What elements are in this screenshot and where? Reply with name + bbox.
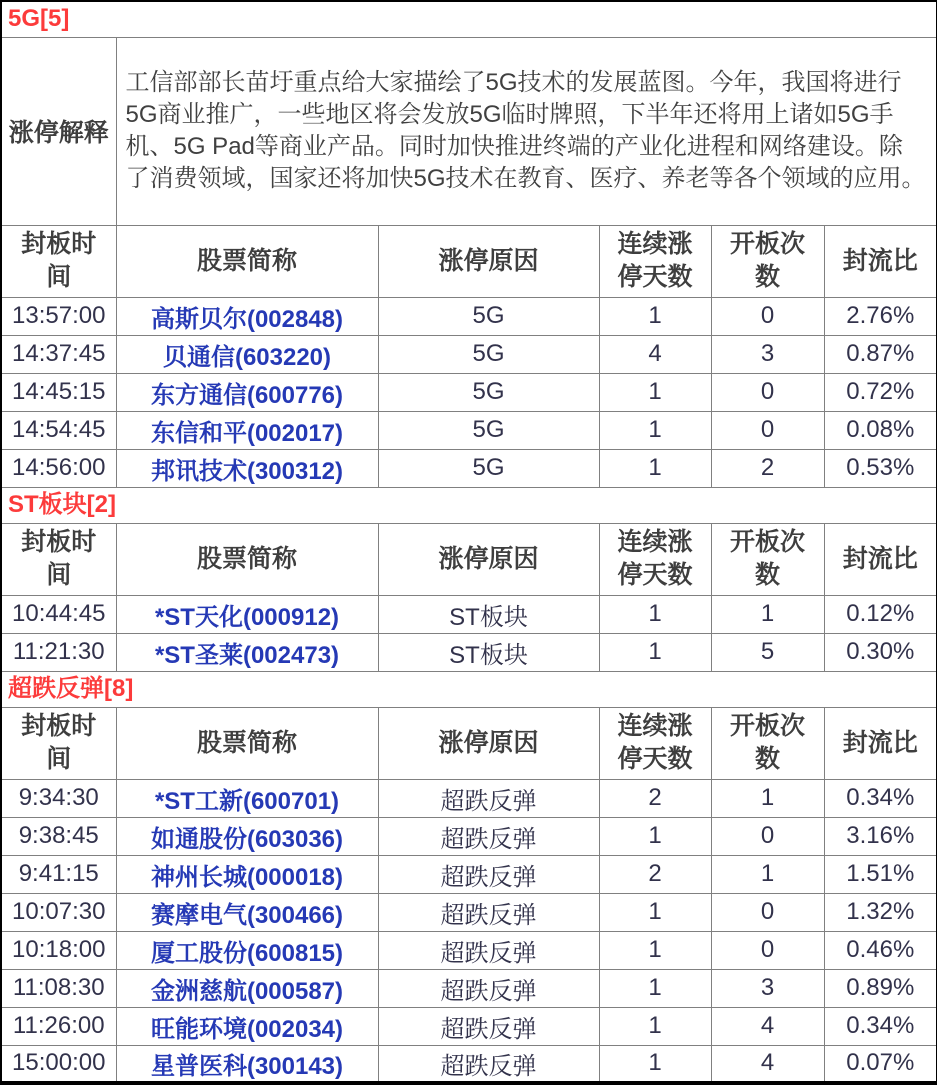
section: [1, 487, 937, 671]
explanation-text: 工信部部长苗圩重点给大家描绘了5G技术的发展蓝图。今年，我国将进行5G商业推广，一些地区将会发放5G临时牌照，下半年还将用上诸如5G手机、5G Pad等商业产品。同时加快推进终端的产业化进程和网络建设。除了消费领域，国家还将加快5G技术在教育、医疗、养老等各个领域的应用。: [116, 37, 937, 225]
stock-link[interactable]: 贝通信(603220): [116, 335, 378, 373]
column-header-row: [1, 225, 937, 297]
days-cell: 1: [599, 633, 711, 671]
column-header-stock: 股票简称: [116, 707, 378, 779]
table-row: [1, 633, 937, 671]
ratio-cell: 0.08%: [824, 411, 937, 449]
days-cell: 1: [599, 449, 711, 487]
opens-cell: 1: [711, 855, 824, 893]
table-row: [1, 931, 937, 969]
ratio-cell: 0.07%: [824, 1045, 937, 1083]
table-row: [1, 893, 937, 931]
opens-cell: 3: [711, 969, 824, 1007]
column-header-ratio: 封流比: [824, 707, 937, 779]
table-row: [1, 1045, 937, 1083]
seal-time-cell: 11:26:00: [1, 1007, 116, 1045]
seal-time-cell: 14:37:45: [1, 335, 116, 373]
stock-link[interactable]: 东信和平(002017): [116, 411, 378, 449]
table-row: [1, 779, 937, 817]
days-cell: 1: [599, 817, 711, 855]
section-title-row: [1, 671, 937, 707]
stock-link[interactable]: *ST天化(000912): [116, 595, 378, 633]
ratio-cell: 0.53%: [824, 449, 937, 487]
opens-cell: 1: [711, 779, 824, 817]
table-row: [1, 335, 937, 373]
column-header-time: 封板时间: [1, 707, 116, 779]
reason-cell: 超跌反弹: [378, 817, 599, 855]
seal-time-cell: 11:08:30: [1, 969, 116, 1007]
reason-cell: 5G: [378, 411, 599, 449]
table-row: [1, 969, 937, 1007]
seal-time-cell: 14:56:00: [1, 449, 116, 487]
ratio-cell: 2.76%: [824, 297, 937, 335]
reason-cell: 超跌反弹: [378, 1045, 599, 1083]
ratio-cell: 0.72%: [824, 373, 937, 411]
section: [1, 1, 937, 487]
ratio-cell: 1.51%: [824, 855, 937, 893]
stock-link[interactable]: 赛摩电气(300466): [116, 893, 378, 931]
days-cell: 1: [599, 595, 711, 633]
days-cell: 1: [599, 411, 711, 449]
opens-cell: 0: [711, 373, 824, 411]
table-row: [1, 1007, 937, 1045]
table-row: [1, 449, 937, 487]
days-cell: 1: [599, 969, 711, 1007]
column-header-stock: 股票简称: [116, 523, 378, 595]
reason-cell: 超跌反弹: [378, 969, 599, 1007]
reason-cell: 超跌反弹: [378, 931, 599, 969]
ratio-cell: 0.87%: [824, 335, 937, 373]
explanation-label: 涨停解释: [1, 37, 116, 225]
column-header-opens: 开板次数: [711, 707, 824, 779]
days-cell: 1: [599, 1007, 711, 1045]
ratio-cell: 0.46%: [824, 931, 937, 969]
opens-cell: 0: [711, 297, 824, 335]
column-header-time: 封板时间: [1, 225, 116, 297]
reason-cell: 5G: [378, 373, 599, 411]
days-cell: 2: [599, 779, 711, 817]
column-header-days: 连续涨停天数: [599, 707, 711, 779]
table-row: [1, 411, 937, 449]
opens-cell: 0: [711, 931, 824, 969]
stock-link[interactable]: 厦工股份(600815): [116, 931, 378, 969]
column-header-stock: 股票简称: [116, 225, 378, 297]
seal-time-cell: 13:57:00: [1, 297, 116, 335]
seal-time-cell: 10:18:00: [1, 931, 116, 969]
column-header-ratio: 封流比: [824, 225, 937, 297]
stock-link[interactable]: 星普医科(300143): [116, 1045, 378, 1083]
reason-cell: 5G: [378, 335, 599, 373]
column-header-reason: 涨停原因: [378, 707, 599, 779]
days-cell: 1: [599, 373, 711, 411]
opens-cell: 0: [711, 817, 824, 855]
table-row: [1, 595, 937, 633]
days-cell: 1: [599, 1045, 711, 1083]
opens-cell: 0: [711, 893, 824, 931]
section: [1, 671, 937, 1083]
seal-time-cell: 11:21:30: [1, 633, 116, 671]
column-header-days: 连续涨停天数: [599, 225, 711, 297]
stock-link[interactable]: *ST圣莱(002473): [116, 633, 378, 671]
opens-cell: 3: [711, 335, 824, 373]
ratio-cell: 0.30%: [824, 633, 937, 671]
column-header-reason: 涨停原因: [378, 225, 599, 297]
seal-time-cell: 15:00:00: [1, 1045, 116, 1083]
seal-time-cell: 14:45:15: [1, 373, 116, 411]
seal-time-cell: 9:34:30: [1, 779, 116, 817]
seal-time-cell: 10:07:30: [1, 893, 116, 931]
days-cell: 4: [599, 335, 711, 373]
reason-cell: 超跌反弹: [378, 893, 599, 931]
explanation-row: [1, 37, 937, 225]
reason-cell: ST板块: [378, 633, 599, 671]
seal-time-cell: 9:41:15: [1, 855, 116, 893]
section-title-row: [1, 487, 937, 523]
stock-link[interactable]: *ST工新(600701): [116, 779, 378, 817]
section-title: ST板块[2]: [1, 487, 937, 523]
stock-link[interactable]: 如通股份(603036): [116, 817, 378, 855]
column-header-opens: 开板次数: [711, 225, 824, 297]
stock-link[interactable]: 高斯贝尔(002848): [116, 297, 378, 335]
opens-cell: 5: [711, 633, 824, 671]
table-row: [1, 297, 937, 335]
section-title: 超跌反弹[8]: [1, 671, 937, 707]
stock-link[interactable]: 神州长城(000018): [116, 855, 378, 893]
section-title: 5G[5]: [1, 1, 937, 37]
opens-cell: 2: [711, 449, 824, 487]
table-row: [1, 855, 937, 893]
stock-link[interactable]: 金洲慈航(000587): [116, 969, 378, 1007]
ratio-cell: 0.12%: [824, 595, 937, 633]
ratio-cell: 0.34%: [824, 779, 937, 817]
ratio-cell: 0.89%: [824, 969, 937, 1007]
stock-link[interactable]: 东方通信(600776): [116, 373, 378, 411]
table-row: [1, 373, 937, 411]
column-header-opens: 开板次数: [711, 523, 824, 595]
reason-cell: 超跌反弹: [378, 1007, 599, 1045]
column-header-reason: 涨停原因: [378, 523, 599, 595]
reason-cell: 超跌反弹: [378, 779, 599, 817]
ratio-cell: 0.34%: [824, 1007, 937, 1045]
seal-time-cell: 9:38:45: [1, 817, 116, 855]
opens-cell: 0: [711, 411, 824, 449]
table-row: [1, 817, 937, 855]
stock-link[interactable]: 邦讯技术(300312): [116, 449, 378, 487]
ratio-cell: 1.32%: [824, 893, 937, 931]
column-header-row: [1, 523, 937, 595]
ratio-cell: 3.16%: [824, 817, 937, 855]
reason-cell: 5G: [378, 297, 599, 335]
days-cell: 2: [599, 855, 711, 893]
column-header-ratio: 封流比: [824, 523, 937, 595]
reason-cell: 5G: [378, 449, 599, 487]
opens-cell: 4: [711, 1007, 824, 1045]
opens-cell: 1: [711, 595, 824, 633]
column-header-row: [1, 707, 937, 779]
days-cell: 1: [599, 893, 711, 931]
stock-link[interactable]: 旺能环境(002034): [116, 1007, 378, 1045]
section-title-row: [1, 1, 937, 37]
column-header-days: 连续涨停天数: [599, 523, 711, 595]
days-cell: 1: [599, 297, 711, 335]
seal-time-cell: 14:54:45: [1, 411, 116, 449]
column-header-time: 封板时间: [1, 523, 116, 595]
reason-cell: ST板块: [378, 595, 599, 633]
seal-time-cell: 10:44:45: [1, 595, 116, 633]
reason-cell: 超跌反弹: [378, 855, 599, 893]
days-cell: 1: [599, 931, 711, 969]
opens-cell: 4: [711, 1045, 824, 1083]
